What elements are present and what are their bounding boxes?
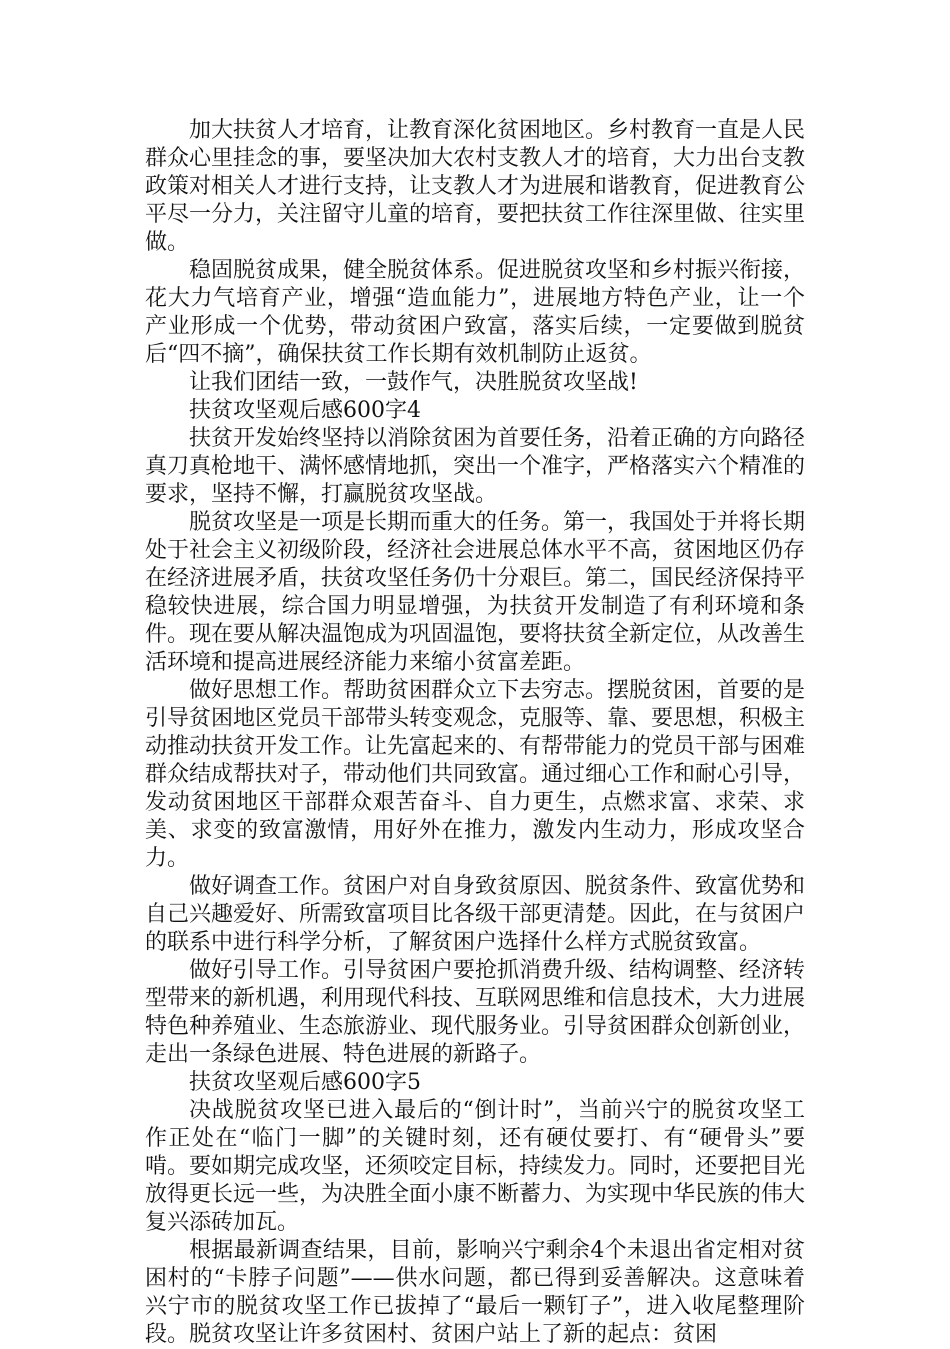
paragraph-teacher-training: 加大扶贫人才培育，让教育深化贫困地区。乡村教育一直是人民群众心里挂念的事，要坚决加大农村支教人才的培育，大力出台支教政策对相关人才进行支持，让支教人才为进展和谐教育，促进教育公平尽一分力，关注留守儿童的培育，要把扶贫工作往深里做、往实里做。 (145, 118, 806, 255)
section-heading-5: 扶贫攻坚观后感600字5 (189, 1070, 421, 1095)
paragraph-ideological-work: 做好思想工作。帮助贫困群众立下去穷志。摆脱贫困，首要的是引导贫困地区党员干部带头转变观念，克服等、靠、要思想，积极主动推动扶贫开发工作。让先富起来的、有帮带能力的党员干部与困难群众结成帮扶对子，带动他们共同致富。通过细心工作和耐心引导，发动贫困地区干部群众艰苦奋斗、自力更生，点燃求富、求荣、求美、求变的致富激情，用好外在推力，激发内生动力，形成攻坚合力。 (145, 678, 806, 871)
paragraph-survey-work: 做好调查工作。贫困户对自身致贫原因、脱贫条件、致富优势和自己兴趣爱好、所需致富项目比各级干部更清楚。因此，在与贫困户的联系中进行科学分析，了解贫困户选择什么样方式脱贫致富。 (145, 874, 806, 955)
paragraph-consolidate-results: 稳固脱贫成果，健全脱贫体系。促进脱贫攻坚和乡村振兴衔接，花大力气培育产业，增强“造血能力”，进展地方特色产业，让一个产业形成一个优势，带动贫困户致富，落实后续，一定要做到脱贫后“四不摘”，确保扶贫工作长期有效机制防止返贫。 (145, 258, 806, 367)
paragraph-unite-call: 让我们团结一致，一鼓作气，决胜脱贫攻坚战! (189, 370, 638, 395)
paragraph-long-term-task: 脱贫攻坚是一项是长期而重大的任务。第一，我国处于并将长期处于社会主义初级阶段，经济社会进展总体水平不高，贫困地区仍存在经济进展矛盾，扶贫攻坚任务仍十分艰巨。第二，国民经济保持平稳较快进展，综合国力明显增强，为扶贫开发制造了有利环境和条件。现在要从解决温饱成为巩固温饱，要将扶贫全新定位，从改善生活环境和提高进展经济能力来缩小贫富差距。 (145, 510, 806, 675)
paragraph-poverty-development: 扶贫开发始终坚持以消除贫困为首要任务，沿着正确的方向路径真刀真枪地干、满怀感情地抓，突出一个准字，严格落实六个精准的要求，坚持不懈，打赢脱贫攻坚战。 (145, 426, 806, 507)
document-page (145, 117, 805, 1349)
paragraph-latest-survey: 根据最新调查结果，目前，影响兴宁剩余4个未退出省定相对贫困村的“卡脖子问题”——供水问题，都已得到妥善解决。这意味着兴宁市的脱贫攻坚工作已拔掉了“最后一颗钉子”，进入收尾整理阶段。脱贫攻坚让许多贫困村、贫困户站上了新的起点：贫困 (145, 1238, 805, 1347)
section-heading-4: 扶贫攻坚观后感600字4 (189, 398, 421, 423)
paragraph-guidance-work: 做好引导工作。引导贫困户要抢抓消费升级、结构调整、经济转型带来的新机遇，利用现代科技、互联网思维和信息技术，大力进展特色种养殖业、生态旅游业、现代服务业。引导贫困群众创新创业，走出一条绿色进展、特色进展的新路子。 (145, 958, 806, 1067)
paragraph-final-countdown: 决战脱贫攻坚已进入最后的“倒计时”，当前兴宁的脱贫攻坚工作正处在“临门一脚”的关键时刻，还有硬仗要打、有“硬骨头”要啃。要如期完成攻坚，还须咬定目标，持续发力。同时，还要把目光放得更长远一些，为决胜全面小康不断蓄力、为实现中华民族的伟大复兴添砖加瓦。 (145, 1098, 806, 1235)
